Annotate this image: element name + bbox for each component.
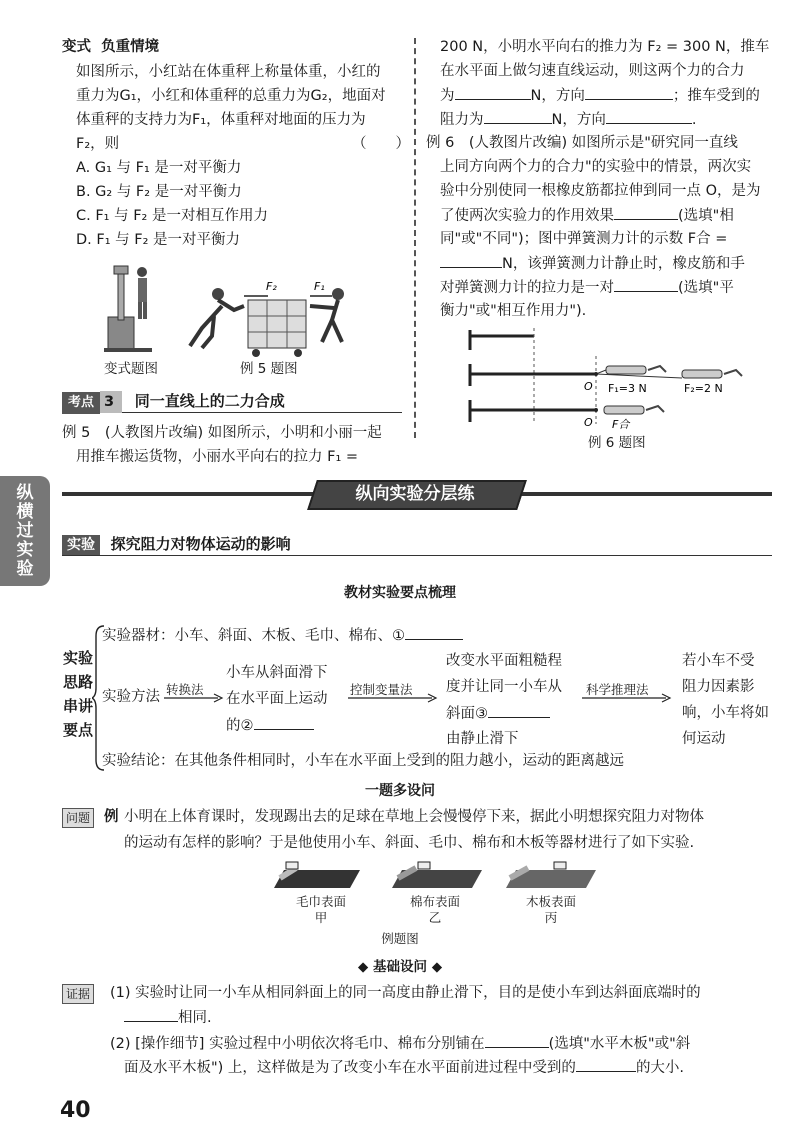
ramps-figure: [270, 860, 600, 894]
kaodian-title: 同一直线上的二力合成: [134, 392, 285, 410]
box2-line-4: 由静止滑下: [446, 731, 519, 747]
basic-heading: ◆ 基础设问 ◆: [357, 959, 443, 975]
box1-line-3: 的②: [226, 714, 314, 737]
ex6-line-2: 上同方向两个力的合力"的实验中的情景，两次实: [440, 159, 752, 175]
spring-figure: [462, 326, 752, 430]
box2-line-3: 斜面③: [446, 702, 550, 725]
banner-title: 纵向实验分层练: [355, 484, 475, 504]
option-a: A. G₁ 与 F₁ 是一对平衡力: [76, 160, 242, 176]
ex5-cont-4: 阻力为 N，方向 .: [440, 108, 696, 131]
arrow1: [162, 692, 224, 704]
kaodian-number: 3: [100, 391, 122, 413]
fig6-f1: F₁=3 N: [608, 382, 647, 395]
example-label: 例: [104, 809, 119, 825]
q2-line-2: 面及水平木板") 上，这样做是为了改变小车在水平面前进过程中受到的 的大小.: [124, 1056, 684, 1079]
fig6-o-1: O: [584, 380, 593, 393]
page-number: 40: [60, 1098, 91, 1123]
option-c: C. F₁ 与 F₂ 是一对相互作用力: [76, 208, 268, 224]
box3-line-3: 响，小车将如: [682, 705, 769, 721]
ex5-cont-2: 在水平面上做匀速直线运动，则这两个力的合力: [440, 63, 745, 79]
side-tab-label: 纵横过实验: [16, 483, 34, 579]
example-line-1: 小明在上体育课时，发现踢出去的足球在草地上会慢慢停下来，据此小明想探究阻力对物体: [124, 809, 704, 825]
box2-line-2: 度并让同一小车从: [446, 679, 562, 695]
ex6-line-5: 同"或"不同")；图中弹簧测力计的示数 F合 =: [440, 231, 728, 247]
ex6-line-3: 验中分别使同一根橡皮筋都拉伸到同一点 O，是为: [440, 183, 761, 199]
scale-figure: [100, 262, 162, 354]
ex5-cont-3: 为 N，方向 ；推车受到的: [440, 84, 760, 107]
outline-heading: 教材实验要点梳理: [344, 585, 456, 601]
arrow3: [580, 692, 672, 704]
experiment-label: 实验: [62, 535, 100, 555]
method-label: 实验方法: [102, 689, 160, 705]
arrow3-label: 科学推理法: [586, 682, 649, 697]
box2-line-1: 改变水平面粗糙程: [446, 653, 562, 669]
fig6-fhe: F合: [612, 418, 630, 430]
ex5-line-2: 用推车搬运货物，小丽水平向右的拉力 F₁ =: [76, 449, 359, 465]
option-d: D. F₁ 与 F₂ 是一对平衡力: [76, 232, 241, 248]
answer-paren: （ ）: [352, 136, 410, 152]
ex6-line-6: N，该弹簧测力计静止时，橡皮筋和手: [440, 252, 745, 275]
column-divider: [414, 38, 416, 438]
arrow2: [346, 692, 438, 704]
fig5-f1-label: F₁: [314, 280, 325, 293]
variant-line-2: 重力为G₁，小红和体重秤的总重力为G₂，地面对: [76, 88, 386, 104]
example-line-2: 的运动有怎样的影响？于是他使用小车、斜面、毛巾、棉布和木板等器材进行了如下实验.: [124, 835, 695, 851]
q1-line-2: 相同.: [124, 1006, 212, 1029]
fig6-f2: F₂=2 N: [684, 382, 723, 395]
kaodian-label: 考点: [62, 392, 100, 414]
outline-conclusion: 实验结论：在其他条件相同时，小车在水平面上受到的阻力越小，运动的距离越远: [102, 753, 624, 769]
outline-side-label: 实验 思路 串讲 要点: [62, 649, 93, 739]
fig5-f2-label: F₂: [266, 280, 277, 293]
box3-line-4: 何运动: [682, 731, 726, 747]
ex6-line-7: 对弹簧测力计的拉力是一对 (选填"平: [440, 276, 734, 299]
multi-heading: 一题多设问: [365, 783, 435, 799]
fig6-o-2: O: [584, 416, 593, 429]
ex6-line-8: 衡力"或"相互作用力").: [440, 303, 587, 319]
box1-line-2: 在水平面上运动: [226, 691, 328, 707]
q2-line-1: (2) [操作细节] 实验过程中小明依次将毛巾、棉布分别铺在 (选填"水平木板"或"斜: [110, 1032, 690, 1055]
outline-equipment: 实验器材：小车、斜面、木板、毛巾、棉布、①: [102, 624, 463, 647]
ex6-line-4: 了使两次实验力的作用效果 (选填"相: [440, 204, 734, 227]
arrow2-label: 控制变量法: [350, 682, 413, 697]
surface-wood: 木板表面 丙: [525, 894, 576, 925]
variant-line-3: 体重秤的支持力为F₁，体重秤对地面的压力为: [76, 112, 366, 128]
caption-ex5: 例 5 题图: [240, 361, 298, 377]
experiment-header: [62, 533, 772, 556]
variant-line-4: F₂，则: [76, 136, 120, 152]
experiment-title: 探究阻力对物体运动的影响: [110, 535, 291, 553]
kaodian-header: [62, 390, 402, 413]
ex5-line-1: 例 5 (人教图片改编) 如图所示，小明和小丽一起: [62, 425, 382, 441]
ex6-line-1: 例 6 (人教图片改编) 如图所示是"研究同一直线: [426, 135, 738, 151]
arrow1-label: 转换法: [166, 682, 204, 697]
surface-towel: 毛巾表面 甲: [295, 894, 346, 925]
variant-heading: 变式 负重情境: [62, 39, 160, 55]
box3-line-2: 阻力因素影: [682, 679, 755, 695]
cart-figure: [182, 276, 362, 360]
variant-line-1: 如图所示，小红站在体重秤上称量体重，小红的: [76, 64, 381, 80]
evidence-tag: 证据: [62, 984, 94, 1004]
q1-line-1: (1) 实验时让同一小车从相同斜面上的同一高度由静止滑下，目的是使小车到达斜面底端时的: [110, 985, 701, 1001]
ex5-cont-1: 200 N，小明水平向右的推力为 F₂ = 300 N，推车: [440, 39, 770, 55]
box1-line-1: 小车从斜面滑下: [226, 665, 328, 681]
question-tag: 问题: [62, 808, 94, 828]
caption-variant: 变式题图: [104, 361, 158, 377]
surface-cotton: 棉布表面 乙: [409, 894, 460, 925]
side-tab: [0, 476, 50, 586]
box3-line-1: 若小车不受: [682, 653, 755, 669]
figure-caption: 例题图: [381, 931, 419, 946]
caption-ex6: 例 6 题图: [588, 435, 646, 451]
option-b: B. G₂ 与 F₂ 是一对平衡力: [76, 184, 242, 200]
